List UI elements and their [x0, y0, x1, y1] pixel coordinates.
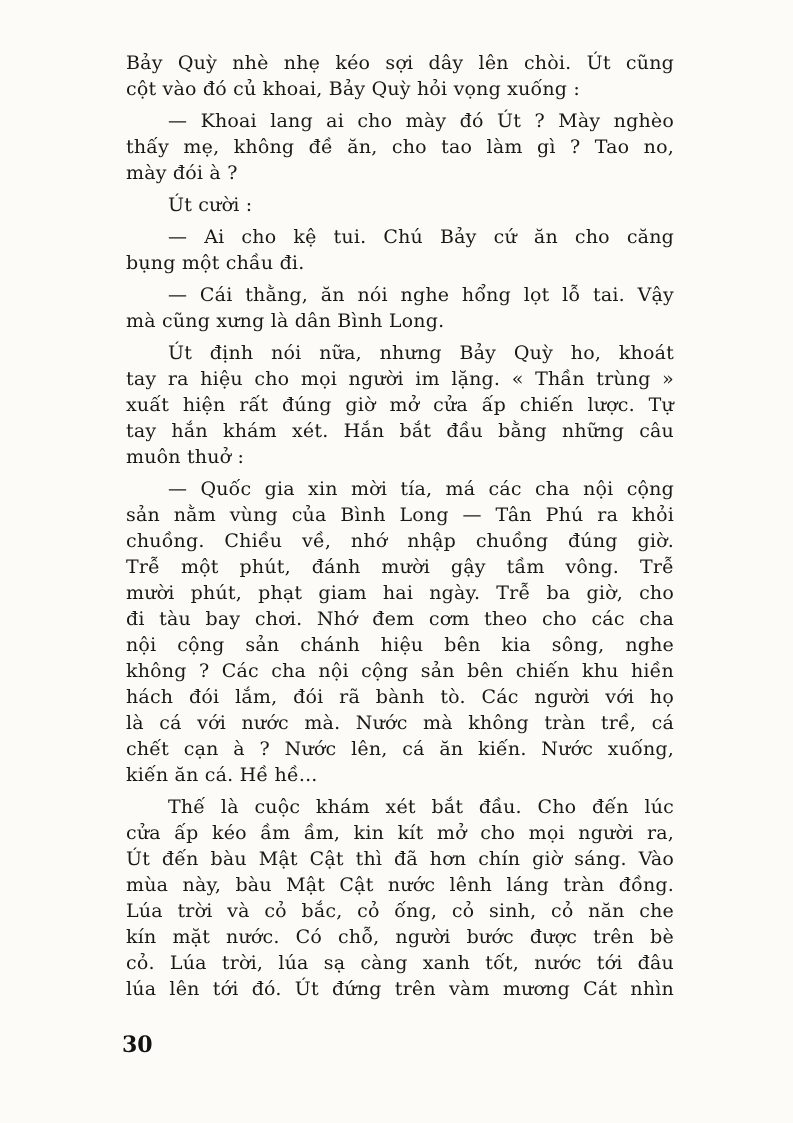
- text-line: tay hắn khám xét. Hắn bắt đầu bằng những câu: [126, 420, 674, 442]
- text-line: Bảy Quỳ nhè nhẹ kéo sợi dây lên chòi. Út cũng: [126, 52, 674, 74]
- text-line: mà cũng xưng là dân Bình Long.: [126, 310, 445, 332]
- text-line: là cá với nước mà. Nước mà không tràn trề, cá: [126, 712, 674, 734]
- text-line: muôn thuở :: [126, 446, 245, 468]
- page-number: 30: [122, 1032, 153, 1058]
- text-line: tay ra hiệu cho mọi người im lặng. « Thần trùng »: [126, 368, 674, 390]
- text-line: nội cộng sản chánh hiệu bên kia sông, nghe: [126, 634, 674, 656]
- text-line: mùa này, bàu Mật Cật nước lênh láng tràn đồng.: [126, 874, 674, 896]
- text-line: bụng một chầu đi.: [126, 252, 305, 274]
- text-line: Út đến bàu Mật Cật thì đã hơn chín giờ sáng. Vào: [126, 848, 674, 870]
- text-line: Lúa trời và cỏ bắc, cỏ ống, cỏ sinh, cỏ năn che: [126, 900, 674, 922]
- text-line: đi tàu bay chơi. Nhớ đem cơm theo cho các cha: [126, 608, 674, 630]
- text-line: chuồng. Chiều về, nhớ nhập chuồng đúng giờ.: [126, 530, 674, 552]
- text-line: sản nằm vùng của Bình Long — Tân Phú ra khỏi: [126, 504, 674, 526]
- paragraph: [126, 340, 674, 470]
- text-line: cửa ấp kéo ầm ầm, kin kít mở cho mọi người ra,: [126, 822, 674, 844]
- text-line: cột vào đó củ khoai, Bảy Quỳ hỏi vọng xuống :: [126, 78, 580, 100]
- paragraph: [126, 476, 674, 788]
- text-line: kiến ăn cá. Hề hề...: [126, 764, 318, 786]
- text-line: Thế là cuộc khám xét bắt đầu. Cho đến lúc: [168, 796, 674, 818]
- text-line: không ? Các cha nội cộng sản bên chiến khu hiền: [126, 660, 674, 682]
- text-line: Trễ một phút, đánh mười gậy tầm vông. Trễ: [126, 556, 674, 578]
- text-line: — Cái thằng, ăn nói nghe hổng lọt lỗ tai. Vậy: [168, 284, 674, 306]
- text-line: Út cười :: [168, 194, 253, 216]
- text-line: xuất hiện rất đúng giờ mở cửa ấp chiến lược. Tự: [126, 394, 674, 416]
- paragraph: [126, 108, 674, 186]
- text-line: mày đói à ?: [126, 162, 238, 184]
- paragraph: [126, 282, 674, 334]
- paragraph: [126, 794, 674, 1002]
- text-line: — Quốc gia xin mời tía, má các cha nội cộng: [168, 478, 674, 500]
- text-line: mười phút, phạt giam hai ngày. Trễ ba giờ, cho: [126, 582, 674, 604]
- text-line: hách đói lắm, đói rã bành tò. Các người với họ: [126, 686, 674, 708]
- paragraph: [126, 224, 674, 276]
- text-line: — Ai cho kệ tui. Chú Bảy cứ ăn cho căng: [168, 226, 674, 248]
- text-line: kín mặt nước. Có chỗ, người bước được trên bè: [126, 926, 674, 948]
- text-line: — Khoai lang ai cho mày đó Út ? Mày nghèo: [168, 110, 674, 132]
- text-line: cỏ. Lúa trời, lúa sạ càng xanh tốt, nước tới đâu: [126, 952, 674, 974]
- text-line: thấy mẹ, không đề ăn, cho tao làm gì ? Tao no,: [126, 136, 674, 158]
- text-line: Út định nói nữa, nhưng Bảy Quỳ ho, khoát: [168, 342, 674, 364]
- text-line: lúa lên tới đó. Út đứng trên vàm mương Cát nhìn: [126, 978, 674, 1000]
- paragraph: [126, 50, 674, 102]
- paragraph: [126, 192, 674, 218]
- text-line: chết cạn à ? Nước lên, cá ăn kiến. Nước xuống,: [126, 738, 674, 760]
- text-block: [126, 50, 674, 1008]
